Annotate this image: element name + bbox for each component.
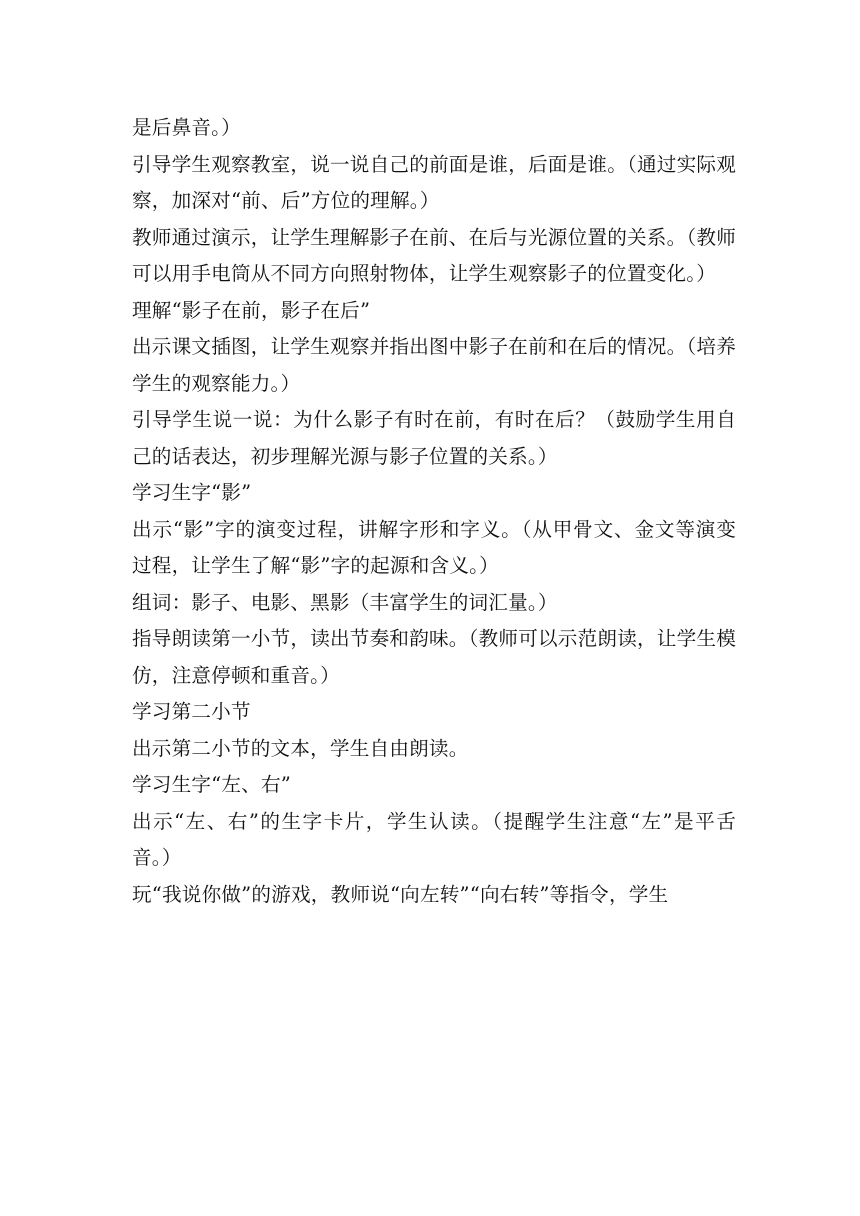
section-heading: 理解“影子在前，影子在后” (132, 298, 371, 322)
paragraph: 教师通过演示，让学生理解影子在前、在后与光源位置的关系。（教师可以用手电筒从不同方向照射物体，让学生观察影子的位置变化。） (132, 225, 736, 285)
paragraph: 指导朗读第一小节，读出节奏和韵味。（教师可以示范朗读，让学生模仿，注意停顿和重音。） (132, 627, 736, 687)
paragraph: 组词：影子、电影、黑影（丰富学生的词汇量。） (132, 590, 558, 614)
paragraph: 是后鼻音。） (132, 116, 241, 139)
paragraph: 出示第二小节的文本，学生自由朗读。 (132, 736, 469, 760)
section-heading: 学习第二小节 (132, 700, 251, 723)
paragraph: 引导学生说一说：为什么影子有时在前，有时在后？（鼓励学生用自己的话表达，初步理解光源与影子位置的关系。） (132, 408, 736, 468)
section-heading: 学习生字“左、右” (132, 773, 291, 796)
paragraph: 引导学生观察教室，说一说自己的前面是谁，后面是谁。（通过实际观察，加深对“前、后”方位的理解。） (132, 152, 736, 212)
paragraph: 出示“影”字的演变过程，讲解字形和字义。（从甲骨文、金文等演变过程，让学生了解“影”字的起源和含义。） (132, 517, 736, 577)
section-heading: 学习生字“影” (132, 481, 252, 504)
paragraph: 玩“我说你做”的游戏，教师说“向左转”“向右转”等指令，学生 (132, 882, 669, 906)
document-body (132, 110, 736, 913)
paragraph: 出示“左、右”的生字卡片，学生认读。（提醒学生注意“左”是平舌音。） (132, 809, 736, 869)
paragraph: 出示课文插图，让学生观察并指出图中影子在前和在后的情况。（培养学生的观察能力。） (132, 335, 736, 395)
